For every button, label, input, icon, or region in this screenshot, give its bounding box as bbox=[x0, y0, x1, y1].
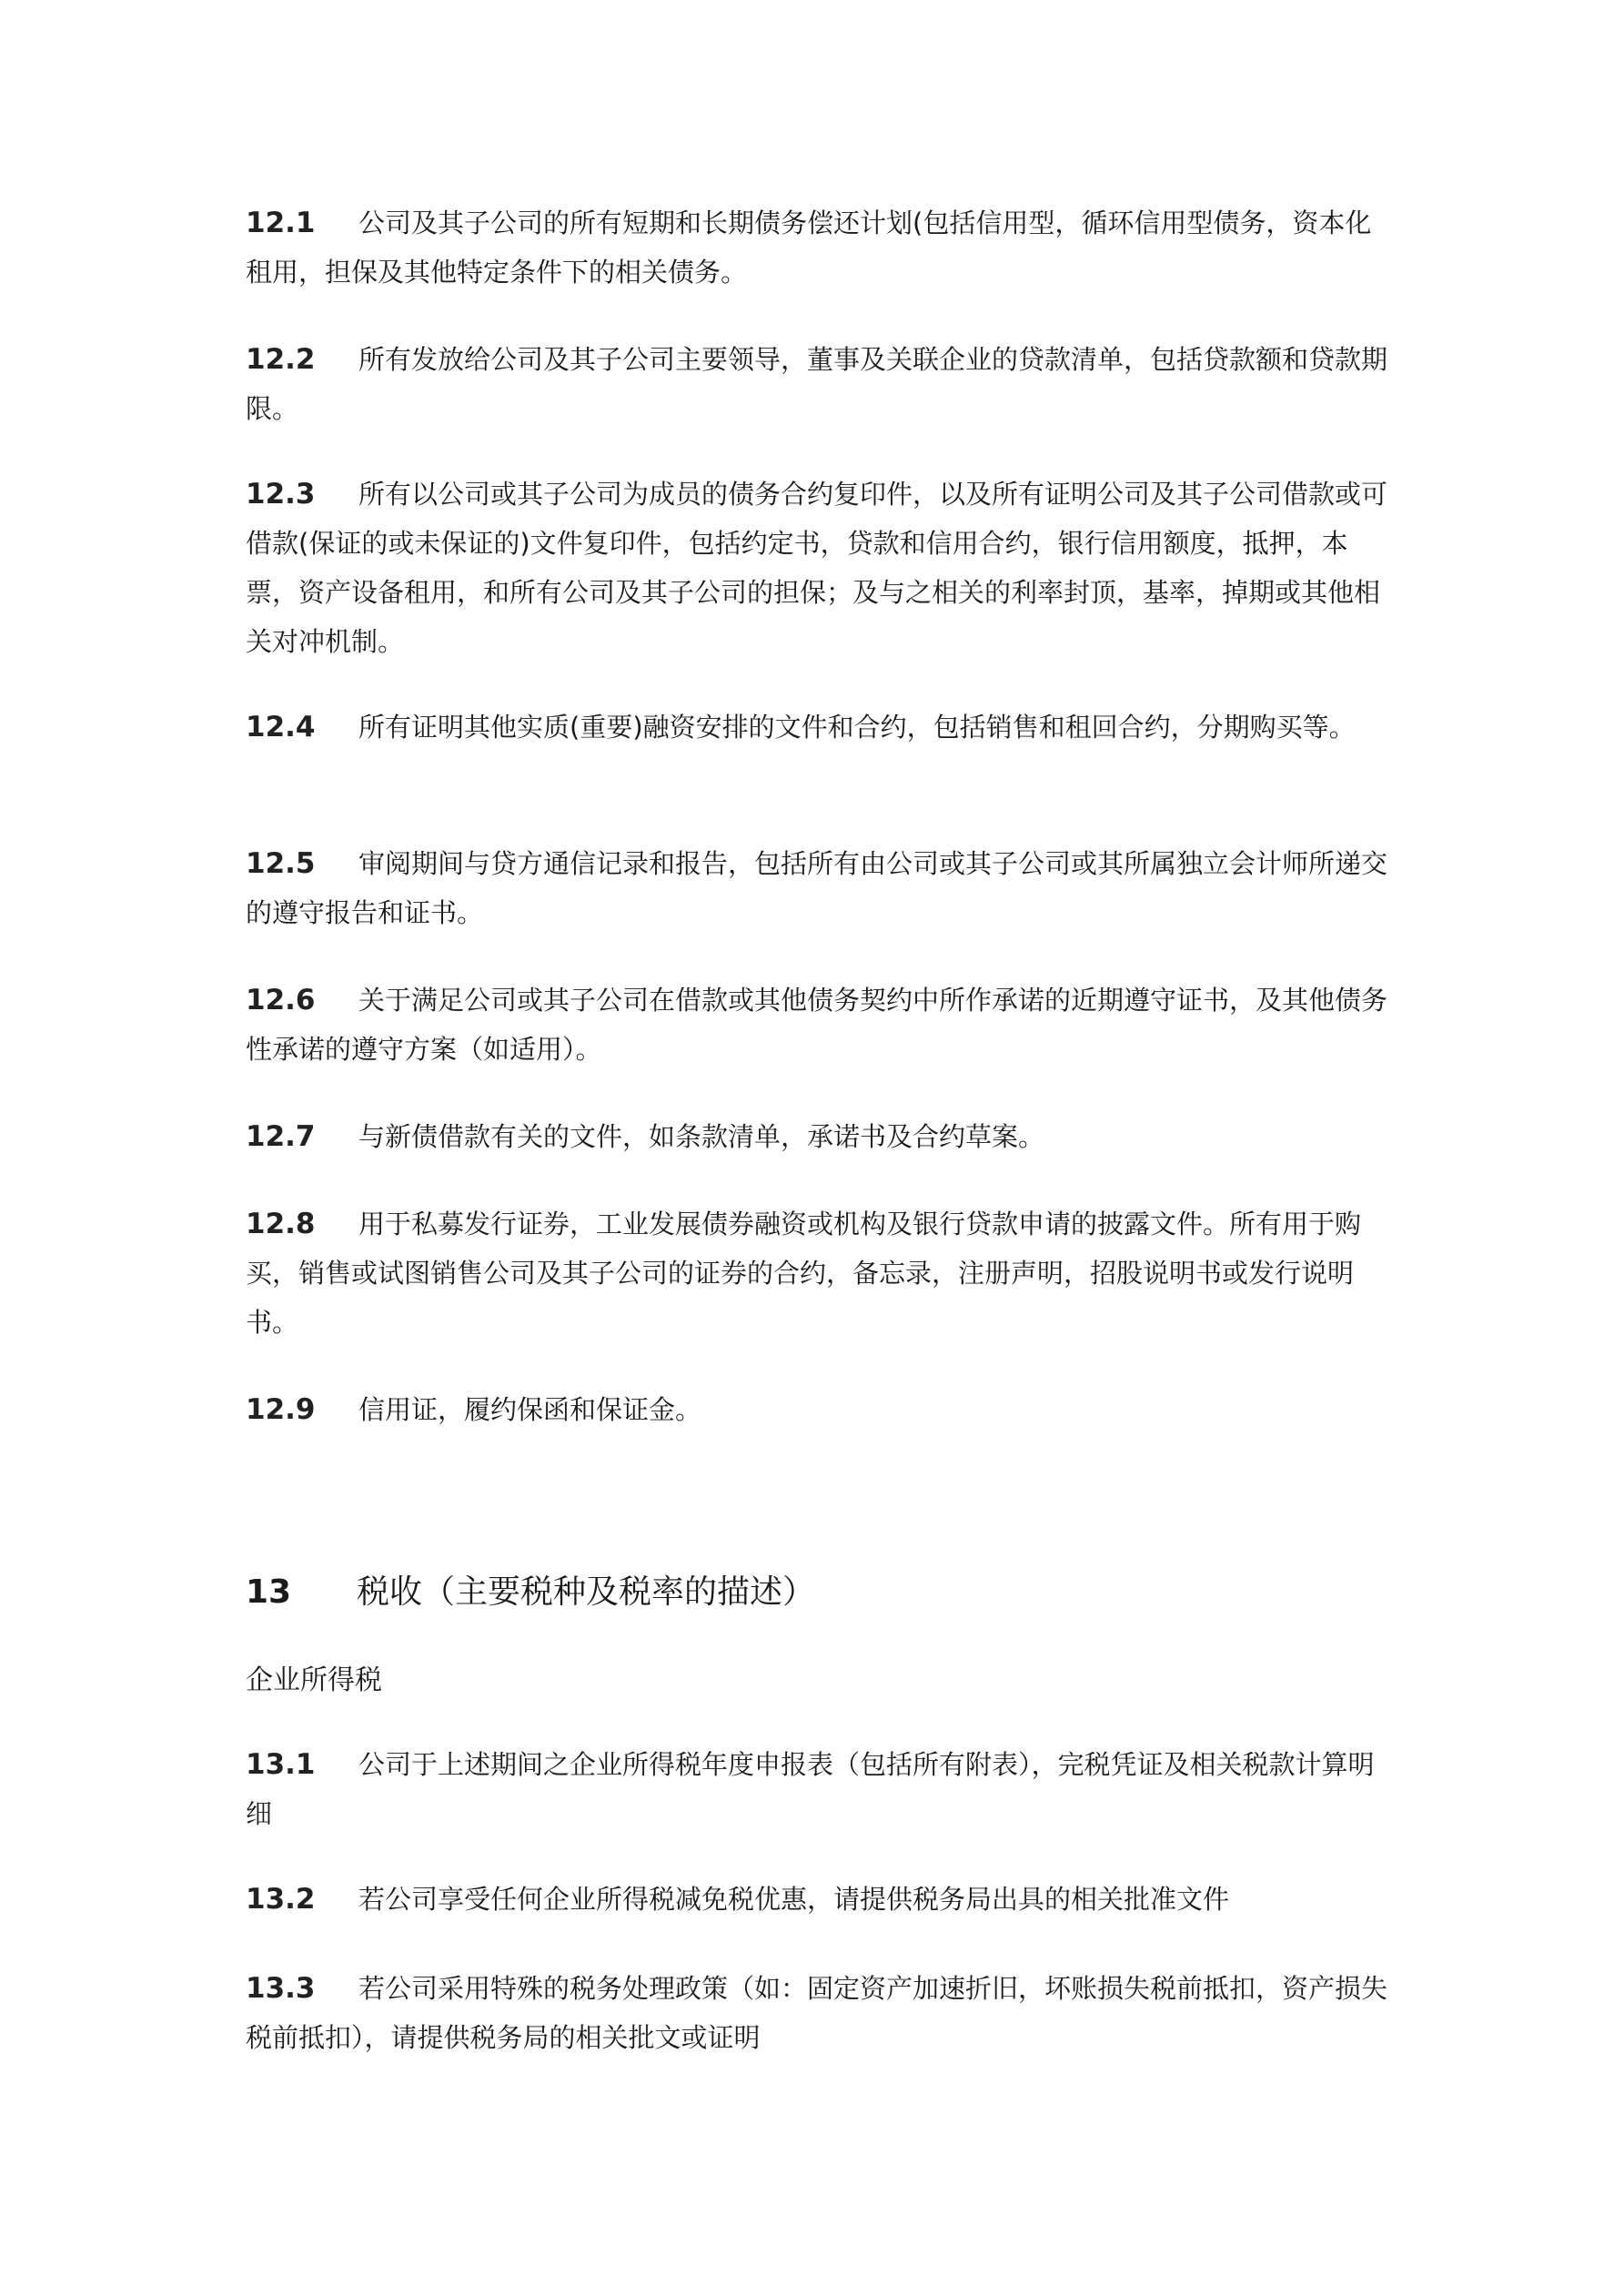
clause-text: 若公司采用特殊的税务处理政策（如：固定资产加速折旧，坏账损失税前抵扣，资产损失税前抵扣），请提供税务局的相关批文或证明 bbox=[246, 1973, 1388, 2053]
clause-number: 13.2 bbox=[246, 1883, 316, 1916]
clause-number: 13.1 bbox=[246, 1748, 316, 1781]
clause-text: 审阅期间与贷方通信记录和报告，包括所有由公司或其子公司或其所属独立会计师所递交的遵守报告和证书。 bbox=[246, 848, 1388, 928]
section-number: 13 bbox=[246, 1573, 292, 1611]
clause-12-4 bbox=[246, 703, 1392, 752]
clause-text: 所有证明其他实质(重要)融资安排的文件和合约，包括销售和租回合约，分期购买等。 bbox=[358, 712, 1356, 743]
clause-13-1 bbox=[246, 1740, 1392, 1838]
clause-12-5 bbox=[246, 839, 1392, 937]
clause-12-2 bbox=[246, 335, 1392, 433]
clause-12-3 bbox=[246, 470, 1392, 666]
clause-12-8 bbox=[246, 1199, 1392, 1347]
clause-number: 12.7 bbox=[246, 1120, 316, 1153]
clause-text: 所有发放给公司及其子公司主要领导，董事及关联企业的贷款清单，包括贷款额和贷款期限。 bbox=[246, 344, 1388, 424]
clause-text: 与新债借款有关的文件，如条款清单，承诺书及合约草案。 bbox=[358, 1121, 1045, 1152]
clause-number: 12.5 bbox=[246, 847, 316, 880]
clause-number: 12.4 bbox=[246, 711, 316, 743]
section-heading bbox=[246, 1565, 815, 1620]
clause-12-7 bbox=[246, 1112, 1392, 1161]
clause-number: 13.3 bbox=[246, 1972, 316, 2005]
clause-text: 所有以公司或其子公司为成员的债务合约复印件，以及所有证明公司及其子公司借款或可借款(保证的或未保证的)文件复印件，包括约定书，贷款和信用合约，银行信用额度，抵押，本票，资产设备租用，和所有公司及其子公司的担保；及与之相关的利率封顶，基率，掉期或其他相关对冲机制。 bbox=[246, 479, 1388, 657]
clause-text: 若公司享受任何企业所得税减免税优惠，请提供税务局出具的相关批准文件 bbox=[358, 1884, 1230, 1915]
clause-12-1 bbox=[246, 198, 1392, 297]
clause-text: 公司于上述期间之企业所得税年度申报表（包括所有附表），完税凭证及相关税款计算明细 bbox=[246, 1749, 1375, 1829]
clause-number: 12.3 bbox=[246, 478, 316, 511]
clause-12-6 bbox=[246, 976, 1392, 1074]
clause-number: 12.6 bbox=[246, 984, 316, 1017]
clause-text: 关于满足公司或其子公司在借款或其他债务契约中所作承诺的近期遵守证书，及其他债务性承诺的遵守方案（如适用）。 bbox=[246, 985, 1388, 1065]
section-title-text: 税收（主要税种及税率的描述） bbox=[357, 1573, 816, 1611]
clause-number: 12.2 bbox=[246, 343, 316, 376]
clause-12-9 bbox=[246, 1385, 1392, 1434]
clause-text: 用于私募发行证券，工业发展债券融资或机构及银行贷款申请的披露文件。所有用于购买，销售或试图销售公司及其子公司的证券的合约，备忘录，注册声明，招股说明书或发行说明书。 bbox=[246, 1209, 1362, 1338]
clause-number: 12.8 bbox=[246, 1208, 316, 1240]
clause-number: 12.9 bbox=[246, 1393, 316, 1426]
clause-13-2 bbox=[246, 1875, 1392, 1924]
subheading: 企业所得税 bbox=[246, 1664, 382, 1696]
clause-13-3 bbox=[246, 1964, 1392, 2062]
clause-text: 信用证，履约保函和保证金。 bbox=[358, 1394, 702, 1425]
clause-number: 12.1 bbox=[246, 207, 316, 239]
clause-text: 公司及其子公司的所有短期和长期债务偿还计划(包括信用型，循环信用型债务，资本化租用，担保及其他特定条件下的相关债务。 bbox=[246, 207, 1372, 288]
